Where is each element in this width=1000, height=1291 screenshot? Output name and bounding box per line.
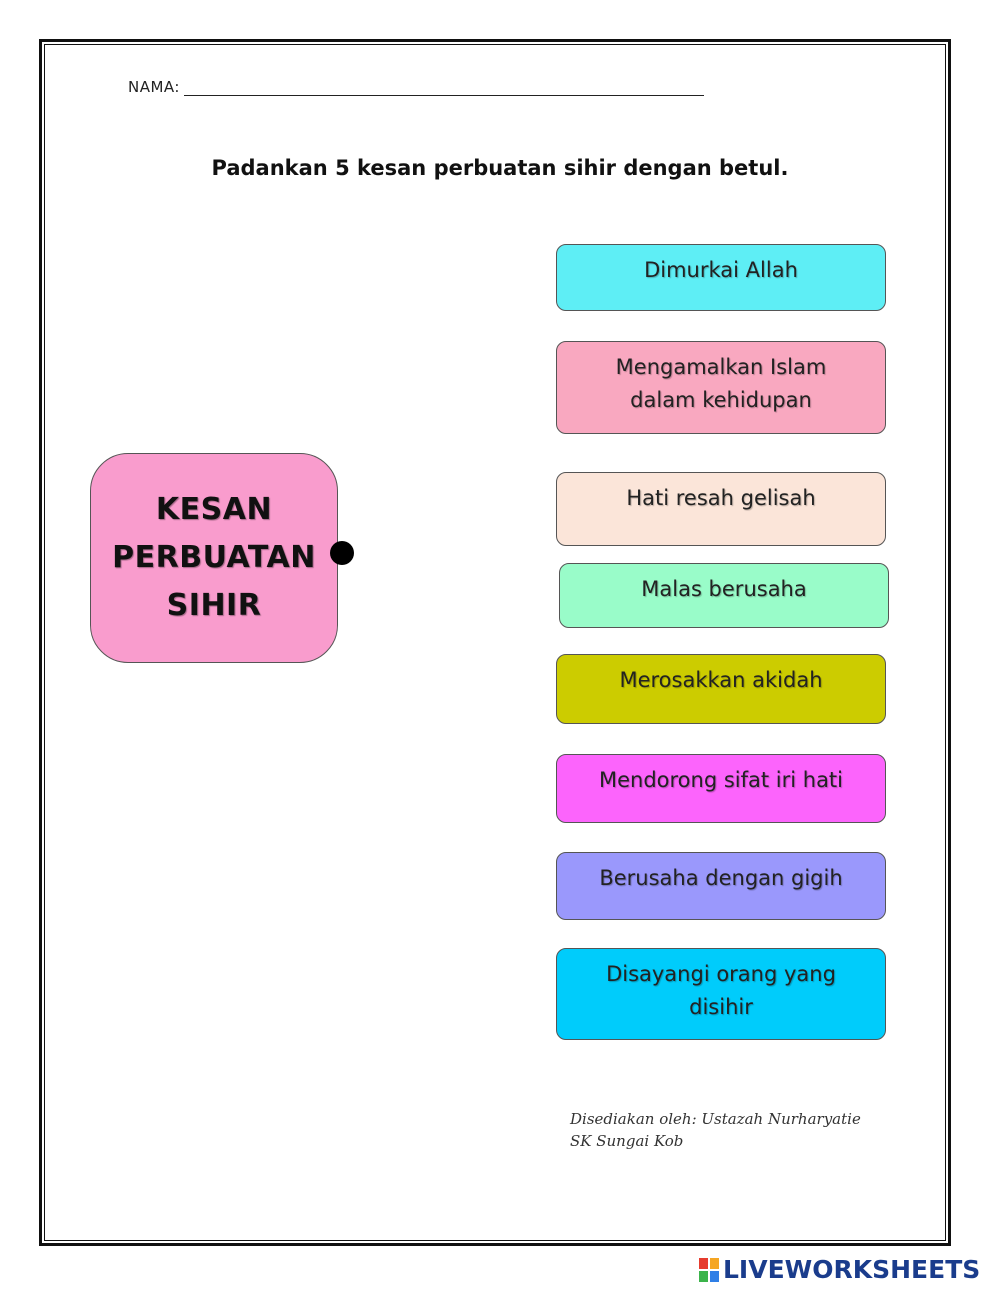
option-label: Disayangi orang yang disihir [606,962,836,1019]
option-label: Dimurkai Allah [644,258,798,282]
option-dimurkai-allah[interactable] [556,244,886,311]
option-mendorong-sifat-iri-hati[interactable] [556,754,886,823]
name-label: NAMA: [128,78,180,96]
liveworksheets-logo [698,1255,980,1284]
option-malas-berusaha[interactable] [559,563,889,628]
option-label: Mengamalkan Islam dalam kehidupan [615,355,827,412]
option-label: Hati resah gelisah [626,486,816,510]
credit-text [570,1108,861,1152]
main-concept-line-3: SIHIR [166,588,262,623]
option-label: Berusaha dengan gigih [599,866,843,890]
liveworksheets-logo-icon [698,1257,720,1283]
option-hati-resah-gelisah[interactable] [556,472,886,546]
main-concept-line-2: PERBUATAN [112,540,316,575]
main-concept-box [90,453,338,663]
name-row [128,78,704,96]
option-berusaha-dengan-gigih[interactable] [556,852,886,920]
option-label: Mendorong sifat iri hati [598,768,844,792]
main-concept-line-1: KESAN [155,492,273,527]
credit-line-1: Disediakan oleh: Ustazah Nurharyatie [570,1110,861,1128]
credit-line-2: SK Sungai Kob [570,1132,684,1150]
liveworksheets-logo-text: LIVEWORKSHEETS [723,1255,981,1284]
main-concept-text [112,486,316,630]
instruction-text: Padankan 5 kesan perbuatan sihir dengan betul. [211,156,789,180]
match-anchor-dot[interactable] [330,541,354,565]
option-label: Merosakkan akidah [619,668,823,692]
option-mengamalkan-islam[interactable] [556,341,886,434]
option-disayangi-orang[interactable] [556,948,886,1040]
name-input-line[interactable] [184,79,704,96]
option-label: Malas berusaha [641,577,807,601]
option-merosakkan-akidah[interactable] [556,654,886,724]
